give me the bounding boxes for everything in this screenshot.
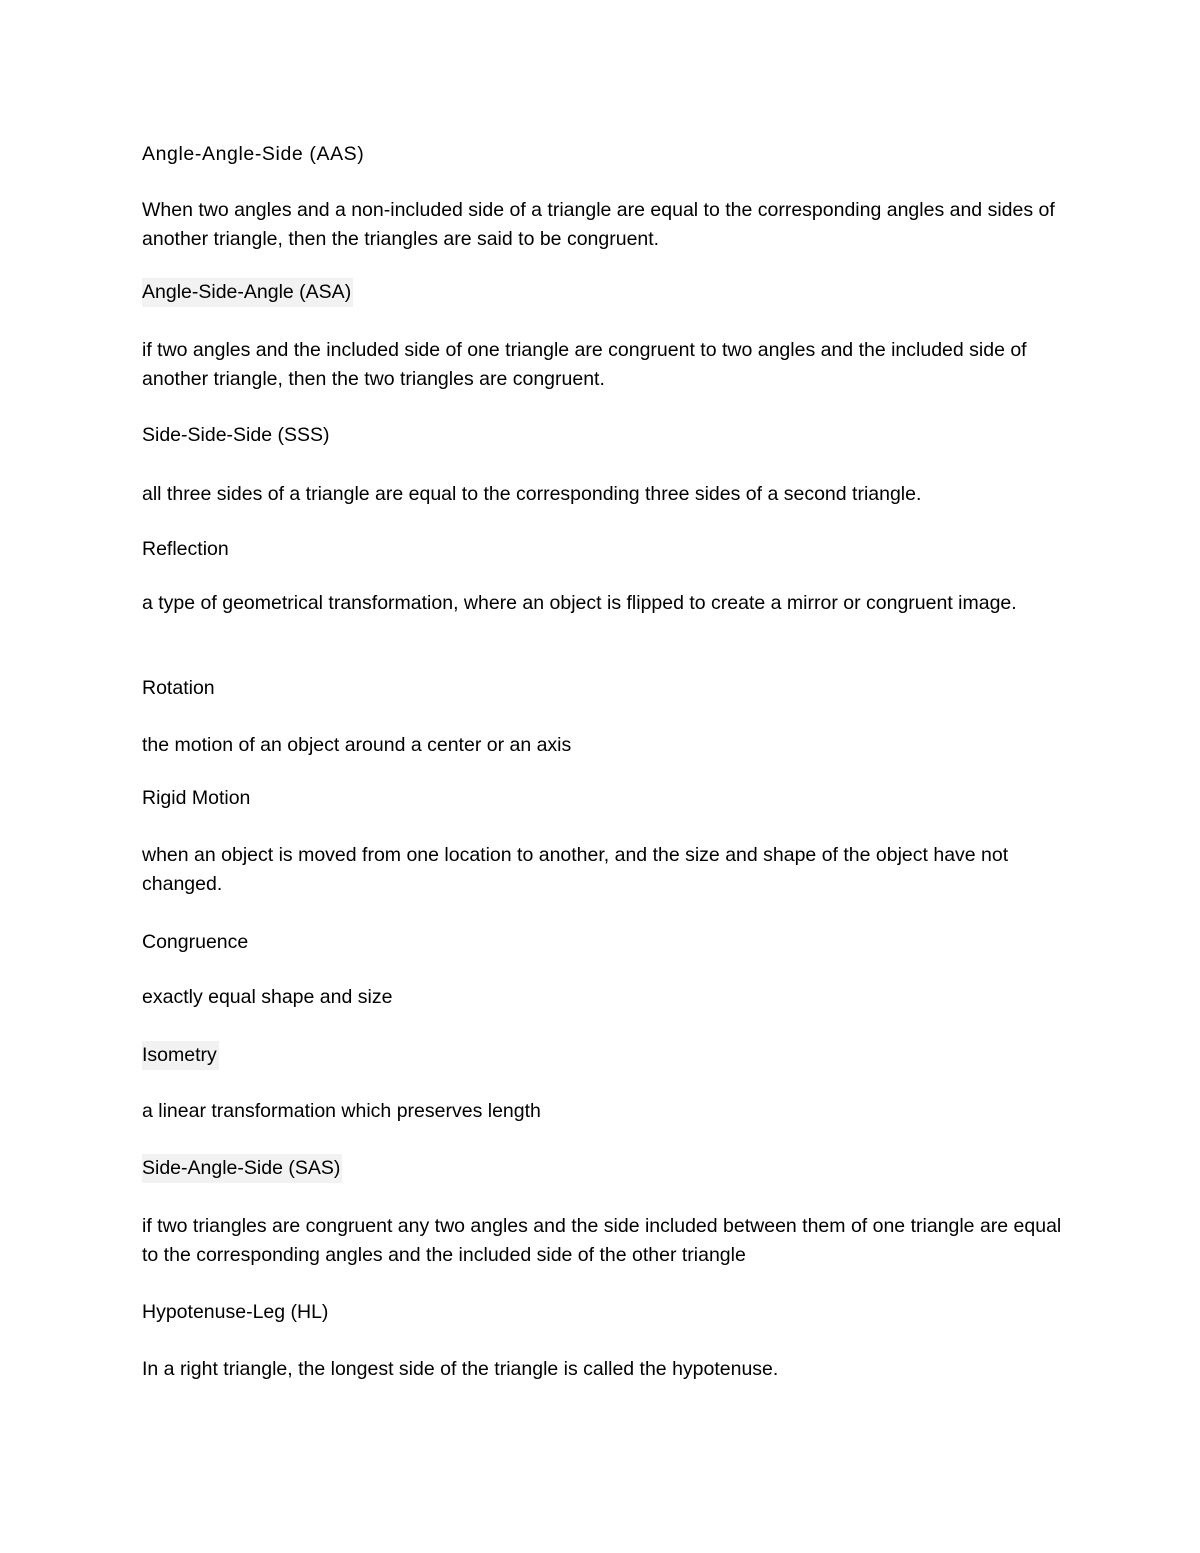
term-rigid-motion: Rigid Motion	[142, 787, 251, 809]
definition-congruence: exactly equal shape and size	[142, 986, 393, 1008]
term-congruence: Congruence	[142, 931, 249, 953]
term-heading	[142, 1154, 1062, 1183]
definition-reflection: a type of geometrical transformation, where an object is flipped to create a mirror or congruent image.	[142, 592, 1017, 614]
definition-rotation: the motion of an object around a center or an axis	[142, 734, 572, 756]
term-heading	[142, 140, 1062, 169]
term-heading	[142, 1041, 1062, 1070]
term-hl: Hypotenuse-Leg (HL)	[142, 1301, 329, 1323]
definition-sas: if two triangles are congruent any two angles and the side included between them of one triangle are equal to the corresponding angles and the included side of the other triangle	[142, 1215, 1062, 1266]
definition-sss: all three sides of a triangle are equal to the corresponding three sides of a second triangle.	[142, 483, 922, 505]
definition-isometry: a linear transformation which preserves length	[142, 1100, 541, 1122]
definition-asa: if two angles and the included side of one triangle are congruent to two angles and the included side of another triangle, then the two triangles are congruent.	[142, 339, 1027, 390]
term-heading	[142, 784, 1062, 813]
definition-hl: In a right triangle, the longest side of the triangle is called the hypotenuse.	[142, 1358, 779, 1380]
term-sss: Side-Side-Side (SSS)	[142, 424, 330, 446]
term-sas: Side-Angle-Side (SAS)	[142, 1154, 342, 1183]
term-heading	[142, 278, 1062, 307]
term-reflection: Reflection	[142, 538, 229, 560]
term-isometry: Isometry	[142, 1041, 219, 1070]
term-rotation: Rotation	[142, 677, 215, 699]
definition-rigid-motion: when an object is moved from one location to another, and the size and shape of the object have not changed.	[142, 844, 1009, 895]
term-heading	[142, 1298, 1062, 1327]
term-heading	[142, 535, 1062, 564]
term-heading	[142, 674, 1062, 703]
term-aas: Angle-Angle-Side (AAS)	[142, 143, 365, 165]
definition-aas: When two angles and a non-included side of a triangle are equal to the corresponding angles and sides of another triangle, then the triangles are said to be congruent.	[142, 199, 1055, 250]
term-asa: Angle-Side-Angle (ASA)	[142, 278, 353, 307]
term-heading	[142, 421, 1062, 450]
term-heading	[142, 928, 1062, 957]
